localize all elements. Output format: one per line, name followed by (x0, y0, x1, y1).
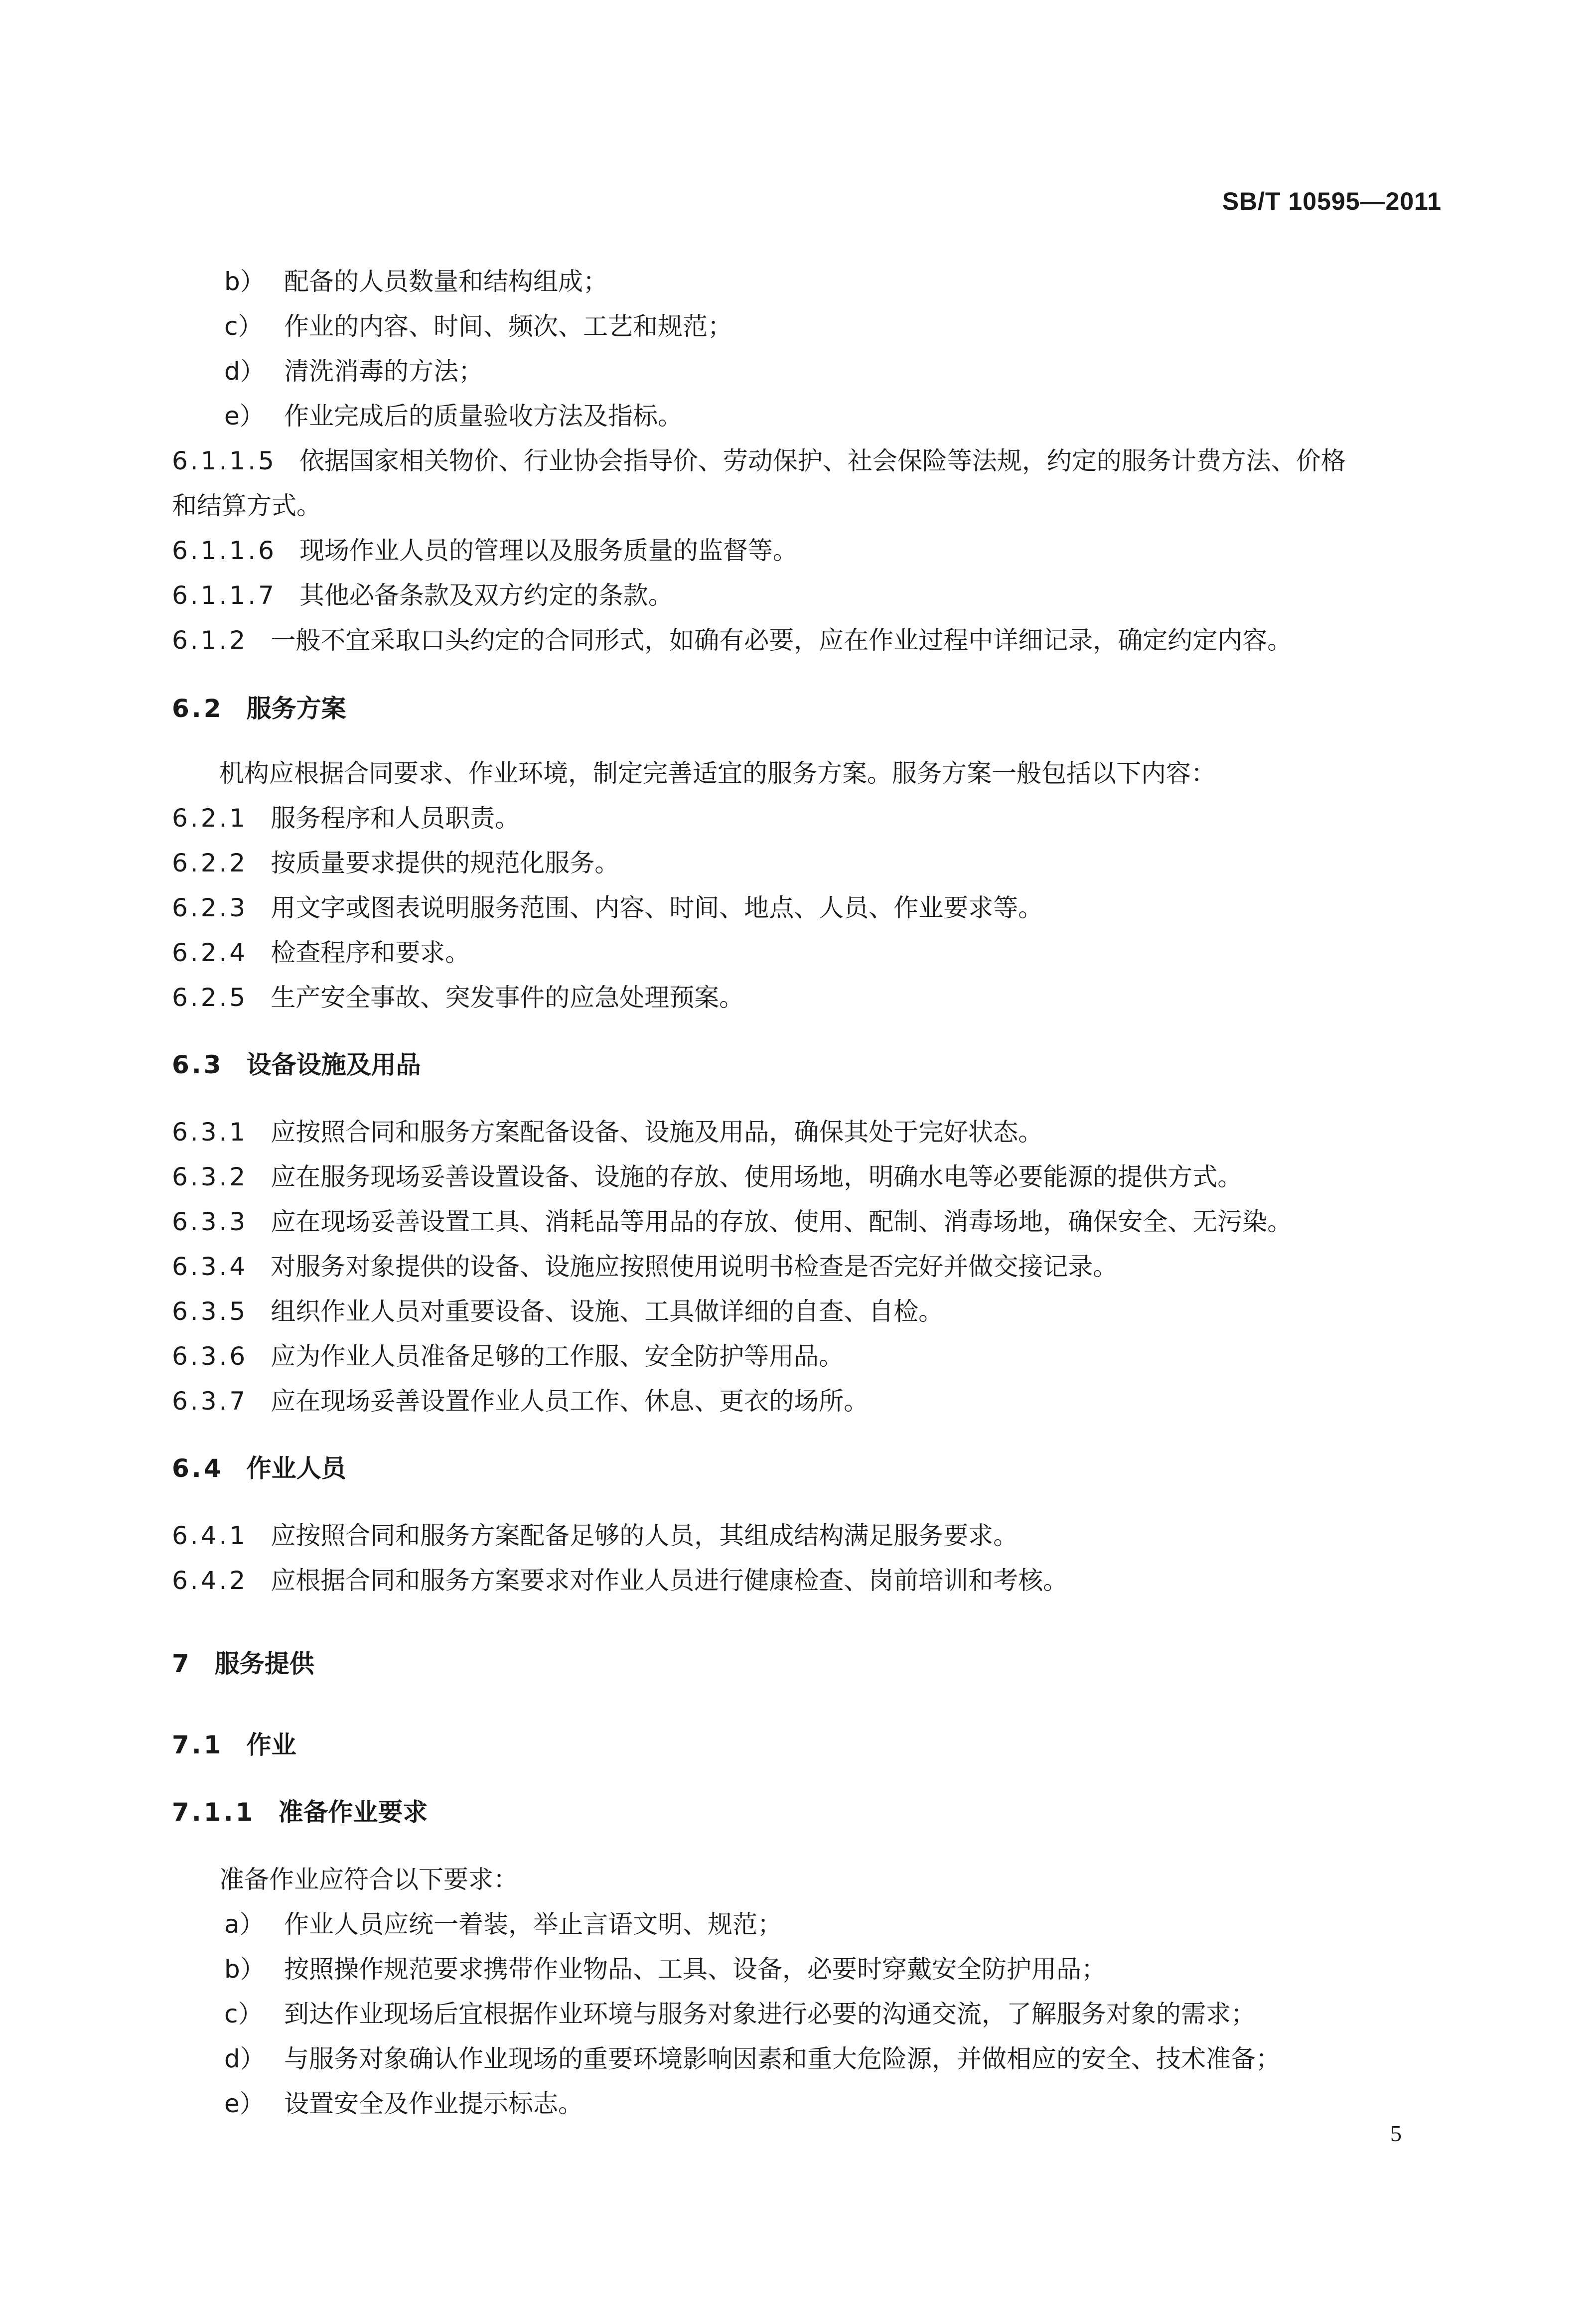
clause-6-2-5: 6.2.5 生产安全事故、突发事件的应急处理预案。 (172, 983, 744, 1012)
section-heading-6-4: 6.4 作业人员 (172, 1454, 346, 1483)
list-item: a） 作业人员应统一着装，举止言语文明、规范； (224, 1910, 782, 1939)
clause-6-3-6: 6.3.6 应为作业人员准备足够的工作服、安全防护等用品。 (172, 1342, 844, 1371)
clause-6-3-3: 6.3.3 应在现场妥善设置工具、消耗品等用品的存放、使用、配制、消毒场地，确保安全、无污染。 (172, 1207, 1293, 1236)
list-item: c） 到达作业现场后宜根据作业环境与服务对象进行必要的沟通交流，了解服务对象的需求； (224, 2000, 1256, 2028)
list-item: b） 配备的人员数量和结构组成； (224, 267, 608, 296)
clause-6-3-7: 6.3.7 应在现场妥善设置作业人员工作、休息、更衣的场所。 (172, 1387, 869, 1416)
clause-6-4-1: 6.4.1 应按照合同和服务方案配备足够的人员，其组成结构满足服务要求。 (172, 1521, 1018, 1550)
paragraph: 机构应根据合同要求、作业环境，制定完善适宜的服务方案。服务方案一般包括以下内容： (219, 759, 1216, 788)
list-item: d） 与服务对象确认作业现场的重要环境影响因素和重大危险源，并做相应的安全、技术准备； (224, 2044, 1281, 2073)
list-item: c） 作业的内容、时间、频次、工艺和规范； (224, 312, 732, 341)
section-heading-6-3: 6.3 设备设施及用品 (172, 1050, 421, 1079)
clause-6-3-2: 6.3.2 应在服务现场妥善设置设备、设施的存放、使用场地，明确水电等必要能源的提供方式。 (172, 1162, 1243, 1191)
clause-6-3-4: 6.3.4 对服务对象提供的设备、设施应按照使用说明书检查是否完好并做交接记录。 (172, 1252, 1118, 1281)
list-item: b） 按照操作规范要求携带作业物品、工具、设备，必要时穿戴安全防护用品； (224, 1955, 1106, 1984)
list-item: e） 作业完成后的质量验收方法及指标。 (224, 402, 683, 431)
clause-6-2-3: 6.2.3 用文字或图表说明服务范围、内容、时间、地点、人员、作业要求等。 (172, 893, 1043, 922)
paragraph: 准备作业应符合以下要求： (219, 1865, 518, 1894)
clause-6-2-2: 6.2.2 按质量要求提供的规范化服务。 (172, 849, 620, 877)
clause-6-1-1-6: 6.1.1.6 现场作业人员的管理以及服务质量的监督等。 (172, 536, 798, 565)
clause-6-1-1-7: 6.1.1.7 其他必备条款及双方约定的条款。 (172, 581, 673, 610)
standard-code: SB/T 10595—2011 (1222, 187, 1442, 215)
section-heading-7-1-1: 7.1.1 准备作业要求 (172, 1798, 428, 1827)
page-number: 5 (1390, 2121, 1402, 2146)
section-heading-7-1: 7.1 作业 (172, 1731, 296, 1759)
clause-6-2-1: 6.2.1 服务程序和人员职责。 (172, 804, 520, 833)
chapter-heading-7: 7 服务提供 (172, 1649, 314, 1678)
clause-6-4-2: 6.4.2 应根据合同和服务方案要求对作业人员进行健康检查、岗前培训和考核。 (172, 1566, 1068, 1595)
section-heading-6-2: 6.2 服务方案 (172, 694, 346, 723)
clause-6-1-1-5: 6.1.1.5 依据国家相关物价、行业协会指导价、劳动保护、社会保险等法规，约定的服务计费方法、价格 (172, 446, 1346, 475)
list-item: d） 清洗消毒的方法； (224, 357, 483, 386)
list-item: e） 设置安全及作业提示标志。 (224, 2089, 583, 2118)
clause-6-1-2: 6.1.2 一般不宜采取口头约定的合同形式，如确有必要，应在作业过程中详细记录，确定约定内容。 (172, 626, 1293, 655)
clause-6-3-1: 6.3.1 应按照合同和服务方案配备设备、设施及用品，确保其处于完好状态。 (172, 1118, 1043, 1147)
clause-6-2-4: 6.2.4 检查程序和要求。 (172, 938, 470, 967)
clause-6-3-5: 6.3.5 组织作业人员对重要设备、设施、工具做详细的自查、自检。 (172, 1297, 944, 1326)
clause-6-1-1-5-continued: 和结算方式。 (172, 491, 321, 520)
